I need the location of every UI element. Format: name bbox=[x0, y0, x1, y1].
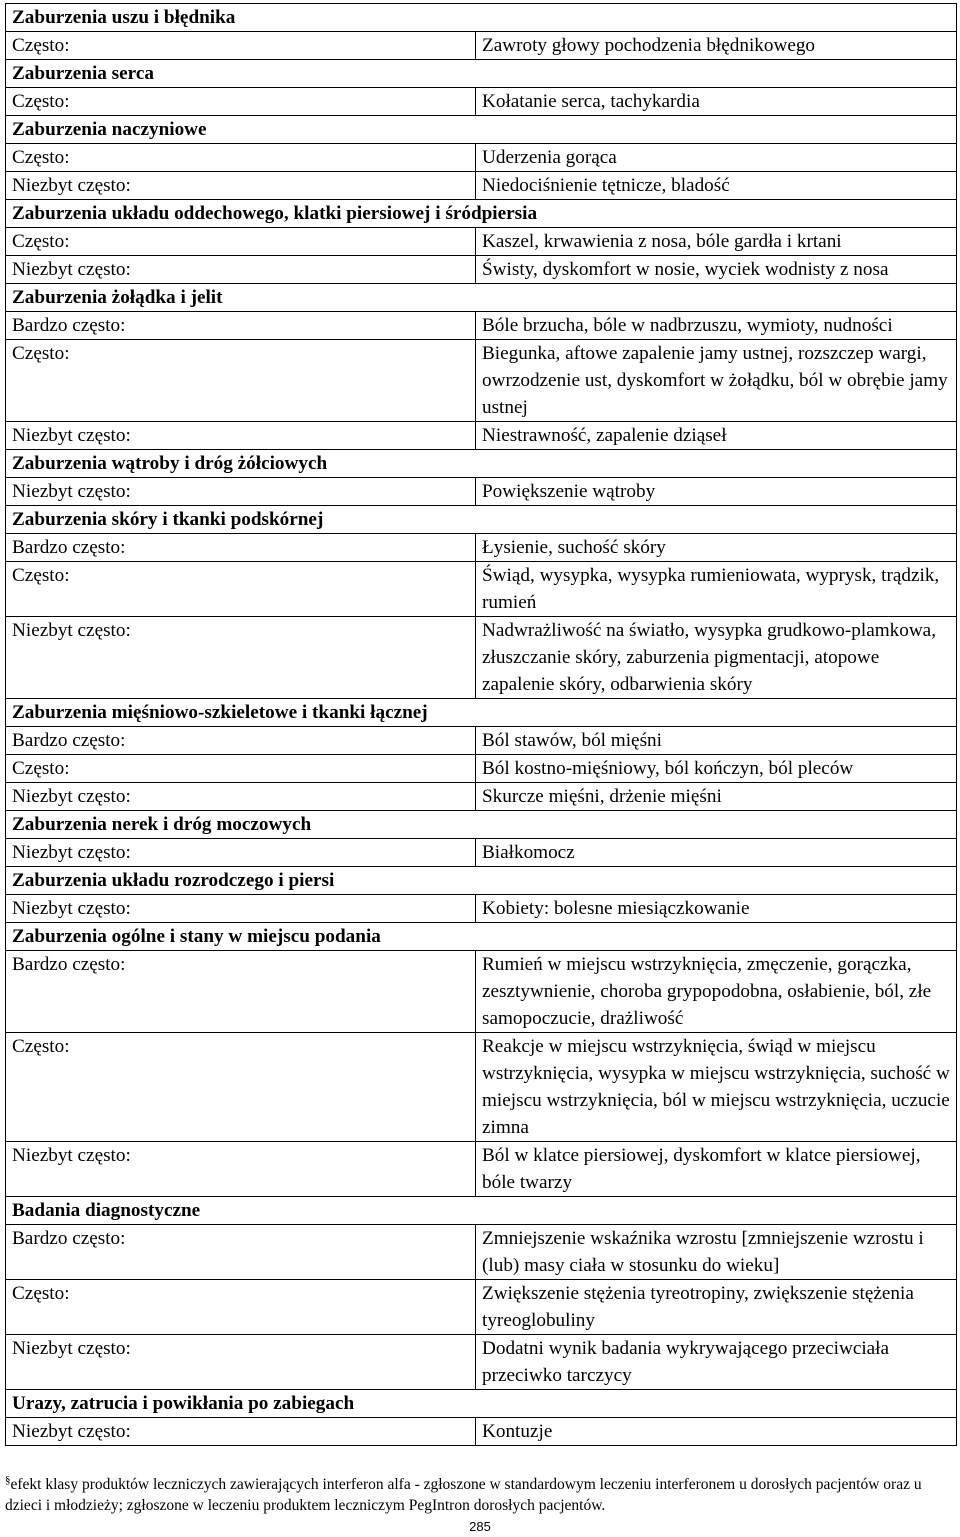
frequency-label: Często: bbox=[6, 32, 476, 60]
table-row bbox=[6, 783, 957, 811]
adverse-reactions-table bbox=[5, 3, 957, 1446]
frequency-label: Często: bbox=[6, 228, 476, 256]
section-title: Zaburzenia układu rozrodczego i piersi bbox=[6, 867, 957, 895]
reaction-description: Świsty, dyskomfort w nosie, wyciek wodnisty z nosa bbox=[476, 256, 957, 284]
section-title: Badania diagnostyczne bbox=[6, 1197, 957, 1225]
reaction-description: Nadwrażliwość na światło, wysypka grudkowo-plamkowa, złuszczanie skóry, zaburzenia pigmentacji, atopowe zapalenie skóry, odbarwienia skóry bbox=[476, 617, 957, 699]
reaction-description: Uderzenia gorąca bbox=[476, 144, 957, 172]
frequency-label: Bardzo często: bbox=[6, 534, 476, 562]
reaction-description: Białkomocz bbox=[476, 839, 957, 867]
frequency-label: Często: bbox=[6, 562, 476, 617]
reaction-description: Kontuzje bbox=[476, 1418, 957, 1446]
reaction-description: Niedociśnienie tętnicze, bladość bbox=[476, 172, 957, 200]
frequency-label: Niezbyt często: bbox=[6, 617, 476, 699]
table-row bbox=[6, 312, 957, 340]
table-row bbox=[6, 172, 957, 200]
reaction-description: Ból stawów, ból mięśni bbox=[476, 727, 957, 755]
reaction-description: Kaszel, krwawienia z nosa, bóle gardła i krtani bbox=[476, 228, 957, 256]
table-row bbox=[6, 951, 957, 1033]
reaction-description: Niestrawność, zapalenie dziąseł bbox=[476, 422, 957, 450]
table-row bbox=[6, 256, 957, 284]
section-title: Zaburzenia naczyniowe bbox=[6, 116, 957, 144]
frequency-label: Często: bbox=[6, 1033, 476, 1142]
frequency-label: Często: bbox=[6, 755, 476, 783]
table-row bbox=[6, 1033, 957, 1142]
section-header-row bbox=[6, 450, 957, 478]
table-row bbox=[6, 617, 957, 699]
table-row bbox=[6, 562, 957, 617]
section-title: Zaburzenia układu oddechowego, klatki piersiowej i śródpiersia bbox=[6, 200, 957, 228]
table-row bbox=[6, 88, 957, 116]
table-row bbox=[6, 755, 957, 783]
table-row bbox=[6, 1225, 957, 1280]
reaction-description: Reakcje w miejscu wstrzyknięcia, świąd w miejscu wstrzyknięcia, wysypka w miejscu wstrzyknięcia, suchość w miejscu wstrzyknięcia, ból w miejscu wstrzyknięcia, uczucie zimna bbox=[476, 1033, 957, 1142]
reaction-description: Zmniejszenie wskaźnika wzrostu [zmniejszenie wzrostu i (lub) masy ciała w stosunku do wieku] bbox=[476, 1225, 957, 1280]
section-header-row bbox=[6, 867, 957, 895]
frequency-label: Często: bbox=[6, 144, 476, 172]
reaction-description: Skurcze mięśni, drżenie mięśni bbox=[476, 783, 957, 811]
section-header-row bbox=[6, 923, 957, 951]
section-title: Zaburzenia mięśniowo-szkieletowe i tkanki łącznej bbox=[6, 699, 957, 727]
frequency-label: Niezbyt często: bbox=[6, 422, 476, 450]
reaction-description: Świąd, wysypka, wysypka rumieniowata, wyprysk, trądzik, rumień bbox=[476, 562, 957, 617]
section-title: Zaburzenia serca bbox=[6, 60, 957, 88]
section-header-row bbox=[6, 811, 957, 839]
section-title: Zaburzenia uszu i błędnika bbox=[6, 4, 957, 32]
section-header-row bbox=[6, 1197, 957, 1225]
reaction-description: Bóle brzucha, bóle w nadbrzuszu, wymioty, nudności bbox=[476, 312, 957, 340]
frequency-label: Bardzo często: bbox=[6, 727, 476, 755]
table-row bbox=[6, 1418, 957, 1446]
frequency-label: Niezbyt często: bbox=[6, 839, 476, 867]
table-row bbox=[6, 534, 957, 562]
section-title: Zaburzenia skóry i tkanki podskórnej bbox=[6, 506, 957, 534]
section-header-row bbox=[6, 284, 957, 312]
reaction-description: Ból w klatce piersiowej, dyskomfort w klatce piersiowej, bóle twarzy bbox=[476, 1142, 957, 1197]
section-header-row bbox=[6, 200, 957, 228]
frequency-label: Bardzo często: bbox=[6, 1225, 476, 1280]
section-title: Zaburzenia wątroby i dróg żółciowych bbox=[6, 450, 957, 478]
frequency-label: Niezbyt często: bbox=[6, 172, 476, 200]
reaction-description: Kołatanie serca, tachykardia bbox=[476, 88, 957, 116]
table-row bbox=[6, 727, 957, 755]
frequency-label: Niezbyt często: bbox=[6, 1142, 476, 1197]
reaction-description: Dodatni wynik badania wykrywającego przeciwciała przeciwko tarczycy bbox=[476, 1335, 957, 1390]
table-row bbox=[6, 32, 957, 60]
reaction-description: Kobiety: bolesne miesiączkowanie bbox=[476, 895, 957, 923]
table-row bbox=[6, 478, 957, 506]
frequency-label: Niezbyt często: bbox=[6, 478, 476, 506]
table-row bbox=[6, 1142, 957, 1197]
reaction-description: Łysienie, suchość skóry bbox=[476, 534, 957, 562]
section-header-row bbox=[6, 506, 957, 534]
frequency-label: Niezbyt często: bbox=[6, 1418, 476, 1446]
footnote bbox=[5, 1474, 956, 1516]
table-row bbox=[6, 839, 957, 867]
reaction-description: Ból kostno-mięśniowy, ból kończyn, ból pleców bbox=[476, 755, 957, 783]
frequency-label: Niezbyt często: bbox=[6, 895, 476, 923]
frequency-label: Niezbyt często: bbox=[6, 256, 476, 284]
footnote-mark: § bbox=[5, 1474, 11, 1486]
frequency-label: Niezbyt często: bbox=[6, 1335, 476, 1390]
frequency-label: Często: bbox=[6, 88, 476, 116]
section-title: Zaburzenia żołądka i jelit bbox=[6, 284, 957, 312]
section-header-row bbox=[6, 4, 957, 32]
reaction-description: Powiększenie wątroby bbox=[476, 478, 957, 506]
reaction-description: Biegunka, aftowe zapalenie jamy ustnej, rozszczep wargi, owrzodzenie ust, dyskomfort w żołądku, ból w obrębie jamy ustnej bbox=[476, 340, 957, 422]
section-header-row bbox=[6, 1390, 957, 1418]
table-row bbox=[6, 1280, 957, 1335]
frequency-label: Często: bbox=[6, 340, 476, 422]
page-number: 285 bbox=[469, 1519, 491, 1534]
section-title: Urazy, zatrucia i powikłania po zabiegach bbox=[6, 1390, 957, 1418]
section-title: Zaburzenia ogólne i stany w miejscu podania bbox=[6, 923, 957, 951]
table-body bbox=[6, 4, 957, 1446]
section-title: Zaburzenia nerek i dróg moczowych bbox=[6, 811, 957, 839]
table-row bbox=[6, 1335, 957, 1390]
reaction-description: Zawroty głowy pochodzenia błędnikowego bbox=[476, 32, 957, 60]
reaction-description: Zwiększenie stężenia tyreotropiny, zwiększenie stężenia tyreoglobuliny bbox=[476, 1280, 957, 1335]
footnote-text: efekt klasy produktów leczniczych zawierających interferon alfa - zgłoszone w standardowym leczeniu interferonem u dorosłych pacjentów oraz u dzieci i młodzieży; zgłoszone w leczeniu produktem leczniczym PegIntron dorosłych pacjentów. bbox=[5, 1476, 922, 1514]
section-header-row bbox=[6, 116, 957, 144]
frequency-label: Bardzo często: bbox=[6, 951, 476, 1033]
frequency-label: Często: bbox=[6, 1280, 476, 1335]
table-row bbox=[6, 340, 957, 422]
frequency-label: Bardzo często: bbox=[6, 312, 476, 340]
table-row bbox=[6, 144, 957, 172]
table-row bbox=[6, 895, 957, 923]
section-header-row bbox=[6, 60, 957, 88]
section-header-row bbox=[6, 699, 957, 727]
table-row bbox=[6, 228, 957, 256]
table-row bbox=[6, 422, 957, 450]
frequency-label: Niezbyt często: bbox=[6, 783, 476, 811]
reaction-description: Rumień w miejscu wstrzyknięcia, zmęczenie, gorączka, zesztywnienie, choroba grypopodobna, osłabienie, ból, złe samopoczucie, drażliwość bbox=[476, 951, 957, 1033]
